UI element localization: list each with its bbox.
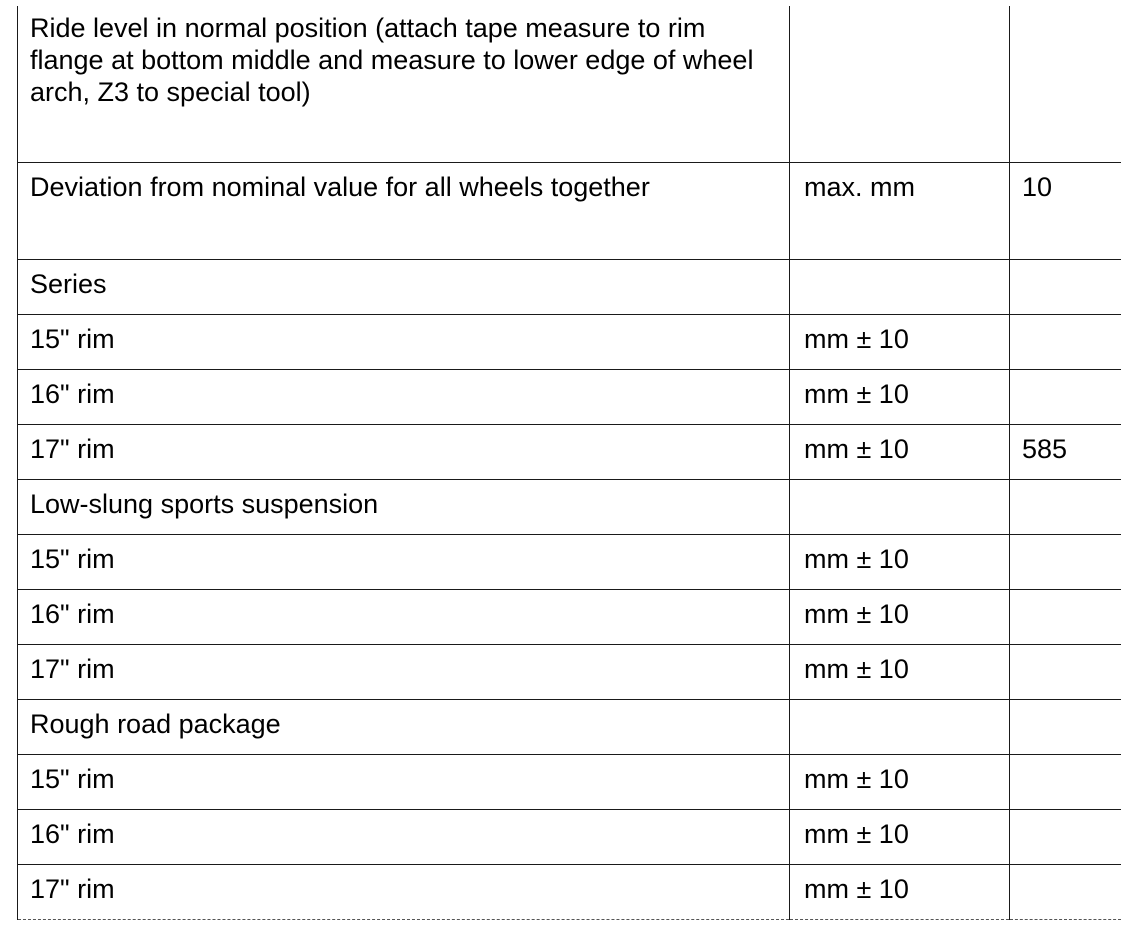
table-row — [18, 315, 1121, 370]
group-heading-series: Series — [18, 260, 790, 315]
table-row — [18, 480, 1121, 535]
value-cell — [1010, 315, 1121, 370]
table-row — [18, 370, 1121, 425]
value-cell — [1010, 645, 1121, 700]
unit-cell: mm ± 10 — [790, 755, 1010, 810]
rim-size-label: 17" rim — [18, 425, 790, 480]
unit-cell: mm ± 10 — [790, 645, 1010, 700]
value-cell — [1010, 810, 1121, 865]
unit-cell — [790, 700, 1010, 755]
rim-size-label: 17" rim — [18, 865, 790, 920]
value-cell — [1010, 590, 1121, 645]
unit-cell: mm ± 10 — [790, 370, 1010, 425]
table-row — [18, 6, 1121, 163]
unit-cell: max. mm — [790, 163, 1010, 260]
value-cell — [1010, 480, 1121, 535]
table-row — [18, 810, 1121, 865]
value-cell — [1010, 700, 1121, 755]
table-row — [18, 425, 1121, 480]
value-cell — [1010, 535, 1121, 590]
table-row — [18, 535, 1121, 590]
ride-level-instructions: Ride level in normal position (attach tape measure to rim flange at bottom middle and measure to lower edge of wheel arch, Z3 to special tool) — [18, 6, 790, 163]
rim-size-label: 16" rim — [18, 590, 790, 645]
value-cell — [1010, 6, 1121, 163]
table-row — [18, 645, 1121, 700]
unit-cell: mm ± 10 — [790, 590, 1010, 645]
table-row — [18, 260, 1121, 315]
table-row — [18, 590, 1121, 645]
unit-cell: mm ± 10 — [790, 425, 1010, 480]
unit-cell: mm ± 10 — [790, 315, 1010, 370]
rim-size-label: 15" rim — [18, 315, 790, 370]
unit-cell — [790, 480, 1010, 535]
rim-size-label: 16" rim — [18, 810, 790, 865]
value-cell — [1010, 370, 1121, 425]
value-cell — [1010, 865, 1121, 920]
table-row — [18, 700, 1121, 755]
unit-cell: mm ± 10 — [790, 810, 1010, 865]
value-cell — [1010, 755, 1121, 810]
deviation-label: Deviation from nominal value for all wheels together — [18, 163, 790, 260]
rim-size-label: 16" rim — [18, 370, 790, 425]
rim-size-label: 15" rim — [18, 755, 790, 810]
unit-cell — [790, 6, 1010, 163]
rim-size-label: 17" rim — [18, 645, 790, 700]
value-cell: 10 — [1010, 163, 1121, 260]
group-heading-rough-road: Rough road package — [18, 700, 790, 755]
unit-cell: mm ± 10 — [790, 865, 1010, 920]
value-cell: 585 — [1010, 425, 1121, 480]
rim-size-label: 15" rim — [18, 535, 790, 590]
unit-cell: mm ± 10 — [790, 535, 1010, 590]
unit-cell — [790, 260, 1010, 315]
group-heading-low-slung: Low-slung sports suspension — [18, 480, 790, 535]
table-row — [18, 755, 1121, 810]
table-row — [18, 865, 1121, 920]
value-cell — [1010, 260, 1121, 315]
ride-level-spec-table — [17, 6, 1121, 920]
table-row — [18, 163, 1121, 260]
